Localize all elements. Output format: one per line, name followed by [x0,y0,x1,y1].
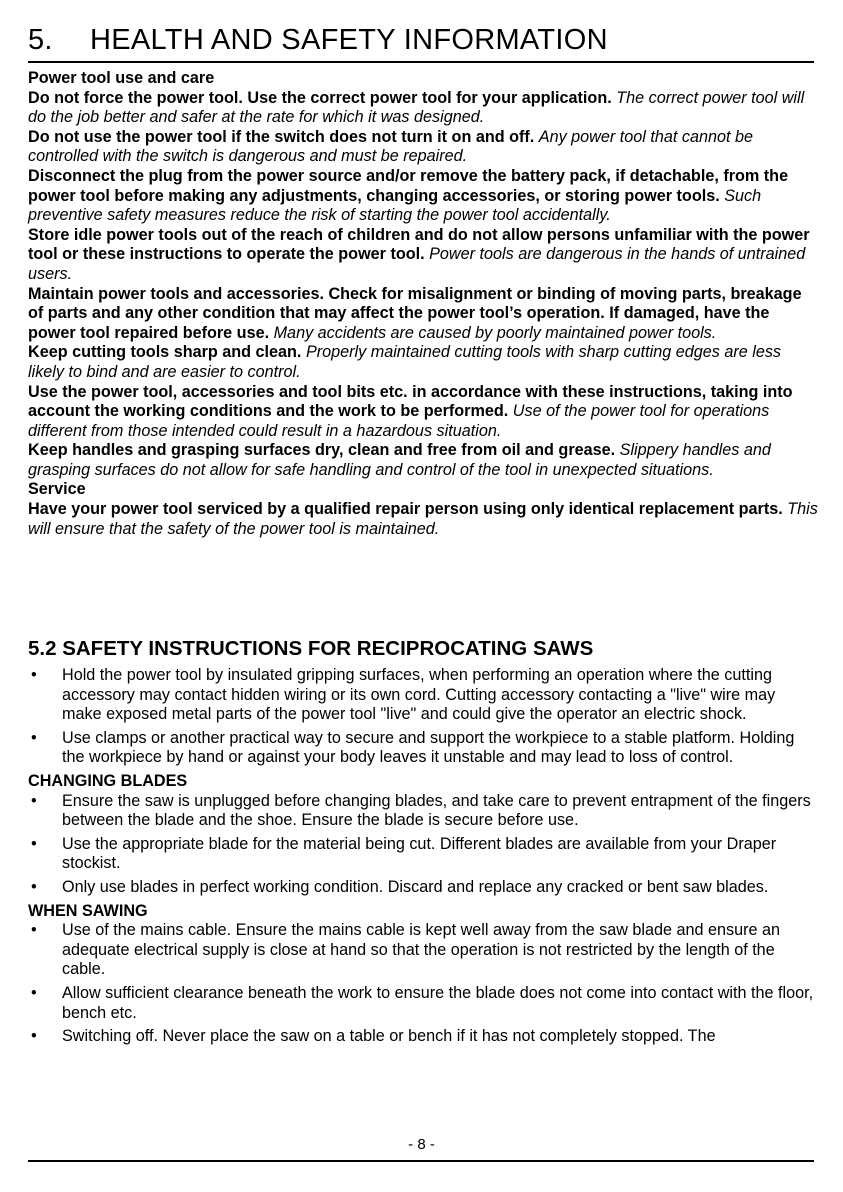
safety-item-italic: Any power tool that cannot be controlled with the switch is dangerous and must be repaired. [28,127,753,166]
section-title: HEALTH AND SAFETY INFORMATION [90,24,608,56]
when-sawing-list [28,921,818,1047]
safety-item [28,167,818,226]
bullet-icon: • [31,728,37,747]
power-tool-section [28,69,818,539]
list-item [28,835,818,874]
saw-instructions [28,666,818,1051]
top-divider [28,61,814,63]
changing-blades-list [28,792,818,898]
bullet-icon: • [31,983,37,1002]
bullet-icon: • [31,877,37,896]
page-number: - 8 - [408,1136,435,1153]
when-sawing-heading: WHEN SAWING [28,901,148,920]
safety-item [28,343,818,382]
changing-blades-heading: CHANGING BLADES [28,771,188,790]
safety-item-bold: Do not use the power tool if the switch does not turn it on and off. [28,127,535,146]
bullet-icon: • [31,1027,37,1046]
service-subheading: Service [28,480,86,499]
list-item-text: Use clamps or another practical way to secure and support the workpiece to a stable platform. Holding the workpiece by hand or against your body leaves it unstable and may lead to loss of control. [62,728,795,767]
service-item [28,500,818,539]
safety-item-bold: Keep handles and grasping surfaces dry, clean and free from oil and grease. [28,441,616,460]
safety-item [28,128,818,167]
safety-item-italic: Many accidents are caused by poorly maintained power tools. [273,323,717,342]
list-item [28,921,818,980]
page-title [28,22,816,58]
bullet-icon: • [31,791,37,810]
safety-item-bold: Use the power tool, accessories and tool bits etc. in accordance with these instructions, taking into account the working conditions and the work to be performed. [28,382,793,421]
list-item [28,984,818,1023]
list-item [28,729,818,768]
list-item [28,1027,818,1047]
safety-item [28,441,818,480]
safety-item-bold: Keep cutting tools sharp and clean. [28,343,302,362]
list-item-text: Ensure the saw is unplugged before changing blades, and take care to prevent entrapment of the fingers between the blade and the shoe. Ensure the blade is secure before use. [62,791,811,830]
safety-item [28,89,818,128]
safety-item-italic: Power tools are dangerous in the hands of untrained users. [28,245,806,283]
list-item-text: Use the appropriate blade for the material being cut. Different blades are available from your Draper stockist. [62,834,777,873]
safety-item-italic: Properly maintained cutting tools with sharp cutting edges are less likely to bind and are easier to control. [28,343,782,381]
list-item-text: Only use blades in perfect working condition. Discard and replace any cracked or bent saw blades. [62,877,769,896]
list-item [28,878,818,898]
safety-item-italic: Slippery handles and grasping surfaces do not allow for safe handling and control of the tool in unexpected situations. [28,441,771,479]
list-item-text: Use of the mains cable. Ensure the mains cable is kept well away from the saw blade and ensure an adequate electrical supply is close at hand so that the operation is not restricted by the length of the cable. [62,921,781,979]
section-number: 5. [28,24,53,56]
general-list [28,666,818,768]
bullet-icon: • [31,666,37,684]
section-52-title: 5.2 SAFETY INSTRUCTIONS FOR RECIPROCATING SAWS [28,637,594,660]
list-item-text: Hold the power tool by insulated gripping surfaces, when performing an operation where the cutting accessory may contact hidden wiring or its own cord. Cutting accessory contacting a "live" wire may make exposed metal parts of the power tool "live" and could give the operator an electric shock. [62,666,776,724]
list-item [28,792,818,831]
safety-item-italic: Such preventive safety measures reduce the risk of starting the power tool accidentally. [28,186,762,225]
page-header [28,22,816,58]
service-item-bold: Have your power tool serviced by a qualified repair person using only identical replacement parts. [28,500,783,519]
safety-item [28,285,818,344]
list-item [28,666,818,725]
safety-item-bold: Disconnect the plug from the power source and/or remove the battery pack, if detachable, from the power tool before making any adjustments, changing accessories, or storing power tools. [28,166,789,205]
safety-item-bold: Do not force the power tool. Use the correct power tool for your application. [28,88,612,107]
power-tool-subheading: Power tool use and care [28,69,215,87]
safety-item [28,383,818,442]
safety-item-italic: The correct power tool will do the job better and safer at the rate for which it was designed. [28,88,805,127]
bullet-icon: • [31,834,37,853]
list-item-text: Switching off. Never place the saw on a table or bench if it has not completely stopped. The [62,1027,716,1046]
bullet-icon: • [31,921,37,940]
safety-item-italic: Use of the power tool for operations different from those intended could result in a hazardous situation. [28,402,770,440]
safety-item-bold: Maintain power tools and accessories. Check for misalignment or binding of moving parts, breakage of parts and any other condition that may affect the power tool’s operation. If damaged, have the power tool repaired before use. [28,284,802,342]
list-item-text: Allow sufficient clearance beneath the work to ensure the blade does not come into contact with the floor, bench etc. [62,983,814,1022]
bottom-divider [28,1160,814,1162]
safety-item-bold: Store idle power tools out of the reach of children and do not allow persons unfamiliar with the power tool or these instructions to operate the power tool. [28,225,810,264]
safety-item [28,226,818,285]
service-item-italic: This will ensure that the safety of the power tool is maintained. [28,500,818,538]
